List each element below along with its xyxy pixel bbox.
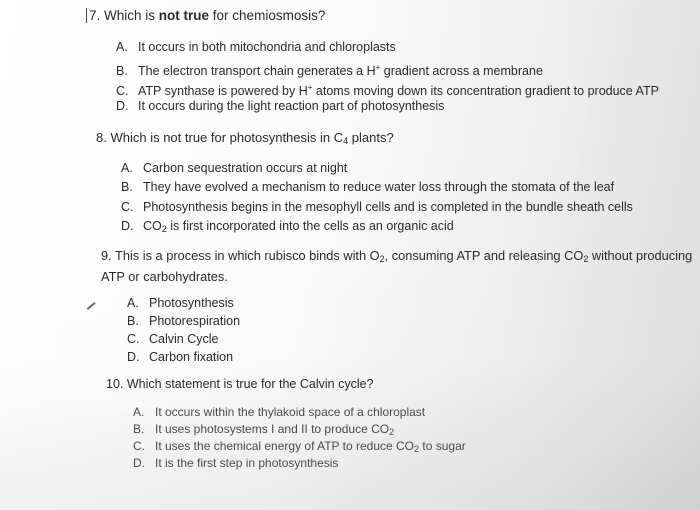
question-10-option-b[interactable]: B. It uses photosystems I and II to produce $CO_2$ [133,422,395,437]
question-8 [96,129,394,150]
question-8-option-a[interactable]: A. Carbon sequestration occurs at night [121,161,348,175]
question-7-option-b[interactable]: B. The electron transport chain generates a H+ gradient across a membrane [116,63,543,78]
question-7-stem: 7. Which is not true for chemiosmosis? [89,8,326,23]
question-10-option-c[interactable]: C. It uses the chemical energy of ATP to reduce $CO_2$ to sugar [133,439,466,454]
question-8-option-b[interactable]: B. They have evolved a mechanism to reduce water loss through the stomata of the leaf [121,180,615,194]
question-9-option-a[interactable]: A. Photosynthesis [127,296,234,310]
question-10-stem: 10. Which statement is true for the Calvin cycle? [106,377,374,391]
question-7-option-a[interactable]: A. It occurs in both mitochondria and chloroplasts [116,40,396,54]
question-10-option-a[interactable]: A. It occurs within the thylakoid space of a chloroplast [133,405,426,419]
margin-mark [86,8,87,23]
question-9 [101,247,692,285]
question-8-option-d[interactable]: D. $CO_2$ is first incorporated into the cells as an organic acid [121,219,454,234]
question-10 [106,376,374,393]
question-9-option-c[interactable]: C. Calvin Cycle [127,332,219,346]
question-8-option-c[interactable]: C. Photosynthesis begins in the mesophyll cells and is completed in the bundle sheath cells [121,200,633,214]
question-7 [89,7,325,24]
question-9-option-d[interactable]: D. Carbon fixation [127,350,234,364]
question-7-option-c[interactable]: C. ATP synthase is powered by H+ atoms moving down its concentration gradient to produce ATP [116,83,659,98]
question-9-option-b[interactable]: B. Photorespiration [127,314,241,328]
question-9-stem-line-1: 9. This is a process in which rubisco binds with $O_2$, consuming ATP and releasing $CO_2$ without producing [101,248,693,264]
question-9-stem-line-2: ATP or carbohydrates. [101,269,228,284]
question-7-option-d[interactable]: D. It occurs during the light reaction part of photosynthesis [116,99,445,113]
question-10-option-d[interactable]: D. It is the first step in photosynthesis [133,456,339,470]
question-8-stem: 8. Which is not true for photosynthesis in $C_4$ plants? [96,130,394,146]
check-mark [87,302,96,310]
